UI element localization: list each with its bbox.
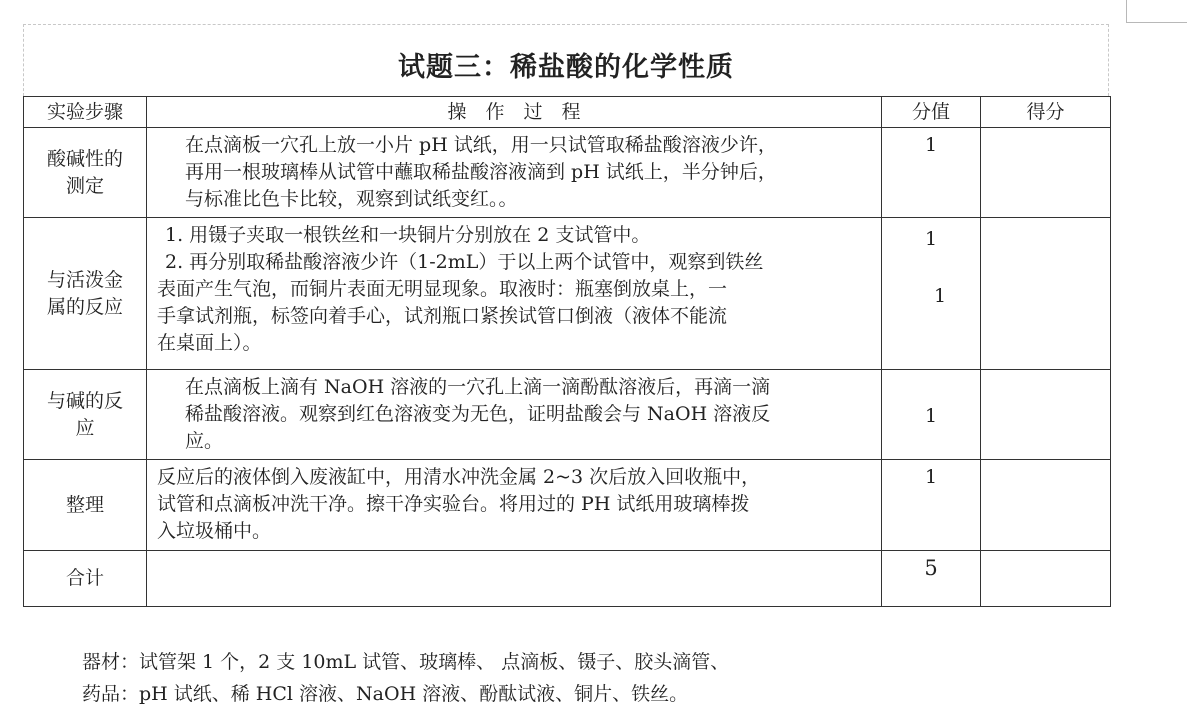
process-line: 与标准比色卡比较，观察到试纸变红。。 [185, 188, 518, 210]
process-cell [147, 218, 882, 370]
points-cell [882, 128, 981, 218]
process-line: 在点滴板一穴孔上放一小片 pH 试纸，用一只试管取稀盐酸溶液少许， [185, 134, 777, 156]
scoring-table [23, 96, 1111, 607]
table-row [24, 218, 1111, 370]
process-cell [147, 460, 882, 551]
title-box [23, 24, 1109, 96]
page-corner-mark [1126, 0, 1187, 23]
equipment-line: 器材：试管架 1 个，2 支 10mL 试管、玻璃棒、 点滴板、镊子、胶头滴管、 [82, 651, 730, 673]
table-row [24, 460, 1111, 551]
page-title: 试题三：稀盐酸的化学性质 [398, 52, 734, 83]
process-line: 表面产生气泡，而铜片表面无明显现象。取液时：瓶塞倒放桌上，一 [157, 278, 728, 300]
process-line: 1. 用镊子夹取一根铁丝和一块铜片分别放在 2 支试管中。 [165, 224, 651, 246]
step-text: 酸碱性的 [46, 147, 123, 170]
step-cell [24, 370, 147, 460]
process-line: 手拿试剂瓶，标签向着手心，试剂瓶口紧挨试管口倒液（液体不能流 [157, 305, 728, 327]
reagents-line: 药品：pH 试纸、稀 HCl 溶液、NaOH 溶液、酚酞试液、铜片、铁丝。 [82, 683, 689, 705]
points-cell [882, 218, 981, 370]
process-cell [147, 128, 882, 218]
process-line: 入垃圾桶中。 [157, 520, 272, 542]
process-line: 反应后的液体倒入废液缸中，用清水冲洗金属 2~3 次后放入回收瓶中， [157, 466, 761, 488]
score-cell[interactable] [981, 370, 1111, 460]
points-value: 1 [924, 466, 938, 488]
header-score: 得分 [981, 97, 1111, 128]
score-cell[interactable] [981, 218, 1111, 370]
process-cell [147, 370, 882, 460]
points-value: 1 [924, 228, 938, 250]
step-cell [24, 128, 147, 218]
process-line: 应。 [185, 430, 224, 452]
score-cell[interactable] [981, 460, 1111, 551]
header-row [24, 97, 1111, 128]
process-line: 再用一根玻璃棒从试管中蘸取稀盐酸溶液滴到 pH 试纸上，半分钟后， [185, 161, 777, 183]
total-label: 合计 [24, 551, 147, 607]
footer-notes [82, 646, 729, 710]
table-row [24, 370, 1111, 460]
points-value: 1 [933, 285, 947, 307]
process-line: 试管和点滴板冲洗干净。擦干净实验台。将用过的 PH 试纸用玻璃棒拨 [157, 493, 750, 515]
total-process-cell [147, 551, 882, 607]
step-text: 测定 [65, 174, 104, 197]
total-points: 5 [882, 551, 981, 607]
score-cell[interactable] [981, 128, 1111, 218]
step-cell [24, 460, 147, 551]
step-text: 属的反应 [46, 295, 123, 318]
process-line: 在桌面上）。 [157, 332, 262, 354]
step-text: 与碱的反 [46, 389, 123, 412]
total-score-cell[interactable] [981, 551, 1111, 607]
header-process: 操 作 过 程 [147, 97, 882, 128]
process-line: 稀盐酸溶液。观察到红色溶液变为无色，证明盐酸会与 NaOH 溶液反 [185, 403, 771, 425]
step-text: 整理 [65, 493, 104, 516]
points-value: 1 [924, 405, 938, 427]
process-line: 2. 再分别取稀盐酸溶液少许（1-2mL）于以上两个试管中，观察到铁丝 [165, 251, 764, 273]
table-row [24, 128, 1111, 218]
points-cell [882, 370, 981, 460]
header-points: 分值 [882, 97, 981, 128]
points-value: 1 [924, 134, 938, 156]
process-line: 在点滴板上滴有 NaOH 溶液的一穴孔上滴一滴酚酞溶液后，再滴一滴 [185, 376, 771, 398]
step-text: 与活泼金 [46, 268, 123, 291]
points-cell [882, 460, 981, 551]
step-text: 应 [75, 416, 95, 439]
step-cell [24, 218, 147, 370]
total-row [24, 551, 1111, 607]
header-step: 实验步骤 [24, 97, 147, 128]
